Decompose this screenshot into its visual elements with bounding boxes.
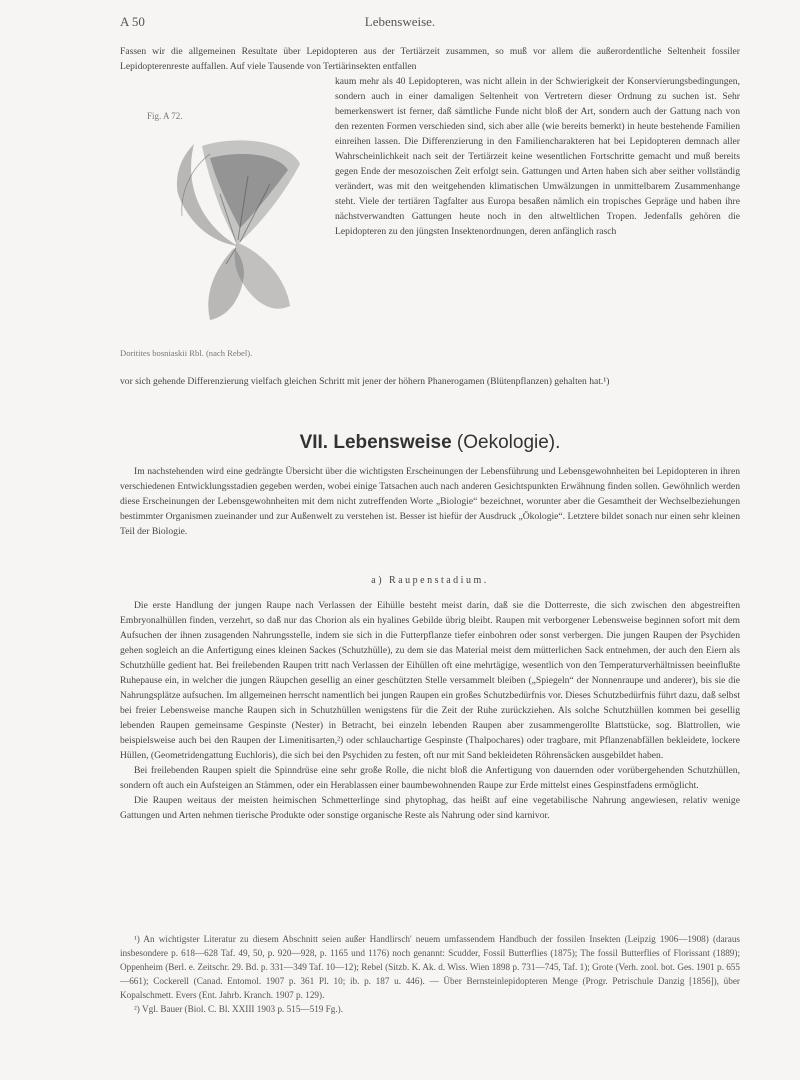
paragraph: Bei freilebenden Raupen spielt die Spinndrüse eine sehr große Rolle, die nicht bloß die Anfertigung von dauernden oder vorübergehenden Schutzhüllen, sondern oft auch ein Aufsteigen an Stämmen, oder ein Herablassen einer baumbewohnenden Raupe zur Erde mittelst eines Gespinstfadens ermöglicht. [120,765,740,791]
chapter-subtitle: (Oekologie). [456,432,561,453]
running-title: Lebensweise. [364,14,436,29]
continuation-paragraph: vor sich gehende Differenzierung vielfach gleichen Schritt mit jener der höhern Phanerogamen (Blütenpflanzen) gehalten hat.¹) [120,376,610,387]
fossil-butterfly-image [150,124,310,339]
chapter-title: Lebensweise [333,432,452,453]
footnote: ¹) An wichtigster Literatur zu diesem Abschnitt seien außer Handlirsch' neuem umfassendem Handbuch der fossilen Insekten (Leipzig 1906—1908) (daraus insbesondere p. 618—628 Taf. 49, 50, p. 920—928, p. 1165 und 1176) noch genannt: Scudder, Fossil Butterflies (1875); The fossil Butterflies of Florissant (1889); Oppenheim (Berl. e. Zeitschr. 29. Bd. p. 331—349 Taf. 10—12); Rebel (Sitzb. K. Ak. d. Wiss. Wien 1898 p. 731—745, Taf. 1); Grote (Verh. zool. bot. Ges. 1901 p. 655—661); Cockerell (Canad. Entomol. 1907 p. 361 Pl. 10; ib. p. 187 u. 446). — Über Bernsteinlepidopteren Menge (Progr. Petrischule Danzig [1856]), über Kopalschmett. Evers (Ent. Jahrb. Kranch. 1907 p. 129). [120,934,740,1000]
fossil-figure [120,104,330,369]
paragraph: Die Raupen weitaus der meisten heimischen Schmetterlinge sind phytophag, das heißt auf eine vegetabilische Nahrung angewiesen, relativ wenige Gattungen und Arten nehmen tierische Produkte oder sonstige organische Reste als Nahrung oder sind karnivor. [120,795,740,821]
footnotes [120,932,740,1016]
paragraph: Die erste Handlung der jungen Raupe nach Verlassen der Eihülle besteht meist darin, daß sie die Dotterreste, die sich zwischen den abgestreiften Embryonalhüllen finden, verzehrt, so daß nur das Chorion als ein hyalines Gebilde übrig bleibt. Raupen mit verborgener Lebensweise beginnen sofort mit dem Aufsuchen der ihnen zusagenden Nahrungsstelle, indem sie sich in die Futterpflanze tiefer einbohren oder sonst verbergen. Die jungen Raupen der Psychiden gehen sogleich an die Anfertigung eines kleinen Sackes (Schutzhülle), zu dem sie das Material meist dem mütterlichen Sack entnehmen, der auch den Eiern als Schutzhülle gedient hat. Bei freilebenden Raupen tritt nach Verlassen der Eihüllen oft eine mehrtägige, wesentlich von den Temperaturverhältnissen beeinflußte Ruhepause ein, in welcher die jungen Räupchen gesellig an einer geschützten Stelle versammelt bleiben („Spiegeln“ der Nonnenraupe und anderer), bis sie die Nahrungsplätze aufsuchen. Im allgemeinen herrscht namentlich bei jungen Raupen ein großes Schutzbedürfnis vor. Dieses Schutzbedürfnis führt dazu, daß selbst bei freier Lebensweise manche Raupen sich in Schutzhüllen wenigstens für die Zeit der Ruhe zurückziehen. Als solche Schutzhüllen kommen bei gesellig lebenden Raupen gemeinsame Gespinste (Nester) in Betracht, bei einzeln lebenden Raupen aber zusammengerollte Blattstücke, sog. Blattrollen, wie beispielsweise auch bei den Raupen der Limenitisarten,²) oder schlauchartige Gespinste (Thalpochares) oder tragbare, mit Pflanzenabfällen bekleidete, lockere Hüllen, (Geometridengattung Euchloris), die sich bei den Psychiden zu festen, oft nur mit Sand bekleideten Röhrensäcken ausgebildet haben. [120,600,740,761]
footnote: ²) Vgl. Bauer (Biol. C. Bl. XXIII 1903 p. 515—519 Fg.). [134,1004,344,1014]
section-body [120,598,740,823]
section-heading: a) Raupenstadium. [371,575,489,586]
intro-paragraph: Fassen wir die allgemeinen Resultate über Lepidopteren aus der Tertiärzeit zusammen, so muß vor allem die außerordentliche Seltenheit fossiler Lepidopterenreste auffallen. Auf viele Tausende von Tertiärinsekten entfallen [120,46,740,72]
chapter-heading [120,432,740,454]
page-number: A 50 [120,14,145,29]
chapter-number: VII. [299,432,329,453]
figure-caption: Doritites bosniaskii Rbl. (nach Rebel). [120,348,253,358]
figure-label: Fig. A 72. [147,111,183,121]
wrapped-paragraph: kaum mehr als 40 Lepidopteren, was nicht allein in der Schwierigkeit der Konservierungsbedingungen, sondern auch in einer damaligen Seltenheit von Vertretern dieser Ordnung zu suchen ist. Sehr bemerkenswert ist ferner, daß sämtliche Funde nicht bloß der Art, sondern auch der Gattung nach von den rezenten Formen verschieden sind, sich aber alle (wie bereits bemerkt) in heute bestehende Familien einreihen lassen. Die Differenzierung in den Familiencharakteren hat bei Lepidopteren demnach aller Wahrscheinlichkeit nach seit der Tertiärzeit keine wesentlichen Fortschritte gemacht und muß bereits gegen Ende der mesozoischen Zeit erfolgt sein. Gattungen und Arten haben sich aber seither vollständig verändert, was mit den weitgehenden klimatischen Umwälzungen in unmittelbarem Zusammenhange steht. Viele der tertiären Tagfalter aus Europa besaßen nämlich ein tropisches Gepräge und haben ihre nächstverwandten Gattungen heute noch in den altweltlichen Tropen. Jedenfalls gehören die Lepidopteren zu den jüngsten Insektenordnungen, deren anfänglich rasch [335,76,740,237]
chapter-intro-paragraph: Im nachstehenden wird eine gedrängte Übersicht über die wichtigsten Erscheinungen der Lebensführung und Lebensgewohnheiten bei Lepidopteren in ihren verschiedenen Entwicklungsstadien gegeben werden, wobei einige Tatsachen auch nach anderen Gesichtspunkten Erwähnung finden sollen. Gewöhnlich werden diese Erscheinungen der Lebensgewohnheiten mit dem nicht zutreffenden Worte „Biologie“ bezeichnet, worunter aber die Gesamtheit der Wechselbeziehungen bestimmter Organismen zueinander und zur Außenwelt zu verstehen ist. Besser ist hiefür der Ausdruck „Ökologie“. Letztere bildet sonach nur einen sehr kleinen Teil der Biologie. [120,466,740,537]
